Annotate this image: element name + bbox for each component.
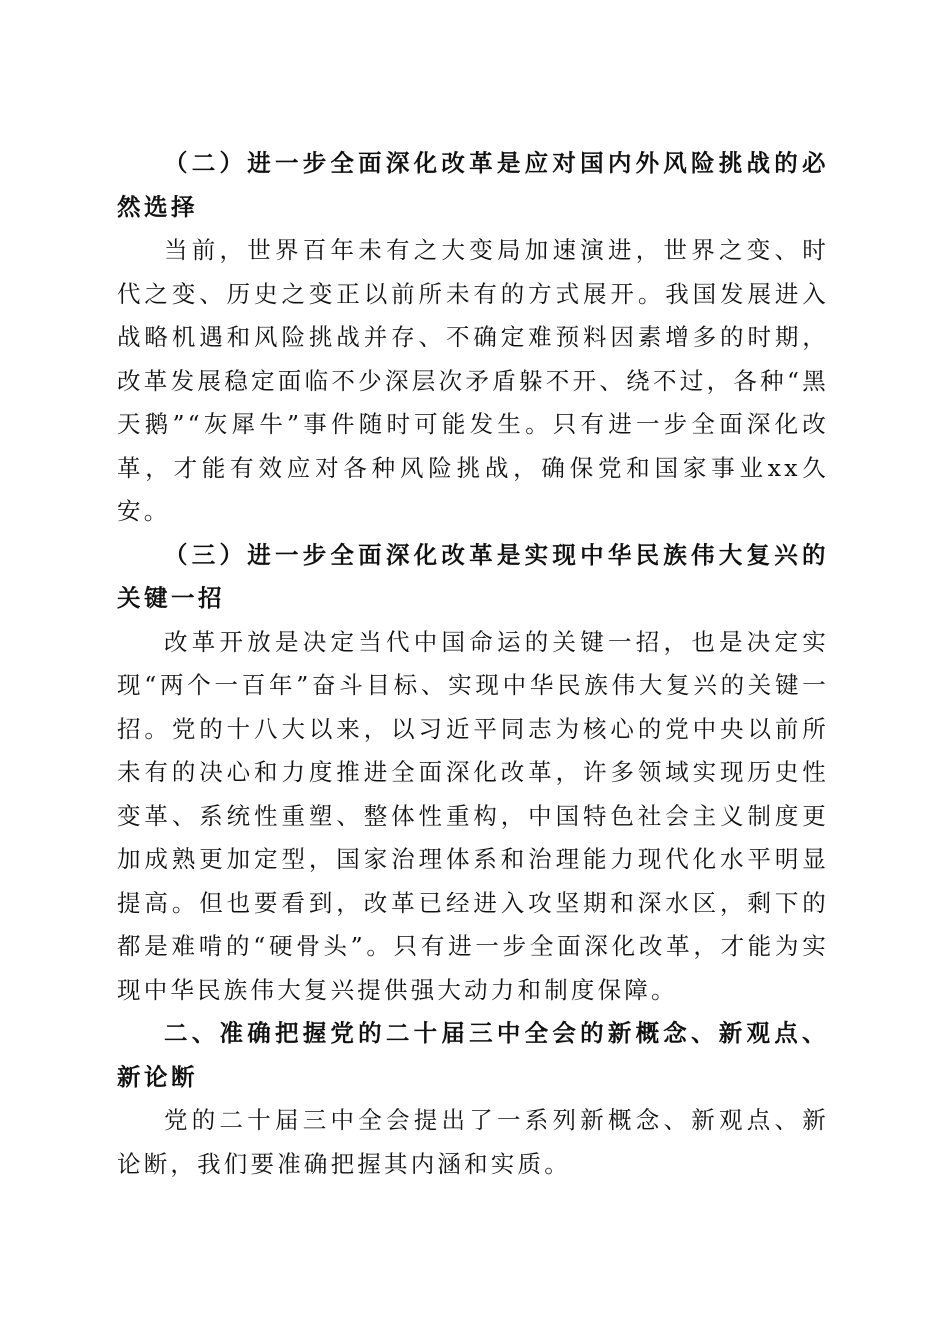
paragraph-risk-challenges: 当前，世界百年未有之大变局加速演进，世界之变、时代之变、历史之变正以前所未有的方式展开。我国发展进入战略机遇和风险挑战并存、不确定难预料因素增多的时期，改革发展稳定面临不少深层次矛盾躲不开、绕不过，各种“黑天鹅”“灰犀牛”事件随时可能发生。只有进一步全面深化改革，才能有效应对各种风险挑战，确保党和国家事业xx久安。 [117, 236, 829, 525]
document-body [117, 142, 829, 1186]
heading-part-2: 二、准确把握党的二十届三中全会的新概念、新观点、新论断 [117, 1019, 829, 1091]
paragraph-new-concepts: 党的二十届三中全会提出了一系列新概念、新观点、新论断，我们要准确把握其内涵和实质。 [117, 1106, 829, 1178]
subheading-section-2: （二）进一步全面深化改革是应对国内外风险挑战的必然选择 [117, 149, 829, 221]
paragraph-key-move: 改革开放是决定当代中国命运的关键一招，也是决定实现“两个一百年”奋斗目标、实现中华民族伟大复兴的关键一招。党的十八大以来，以习近平同志为核心的党中央以前所未有的决心和力度推进全面深化改革，许多领域实现历史性变革、系统性重塑、整体性重构，中国特色社会主义制度更加成熟更加定型，国家治理体系和治理能力现代化水平明显提高。但也要看到，改革已经进入攻坚期和深水区，剩下的都是难啃的“硬骨头”。只有进一步全面深化改革，才能为实现中华民族伟大复兴提供强大动力和制度保障。 [117, 627, 829, 1004]
subheading-section-3: （三）进一步全面深化改革是实现中华民族伟大复兴的关键一招 [117, 540, 829, 612]
